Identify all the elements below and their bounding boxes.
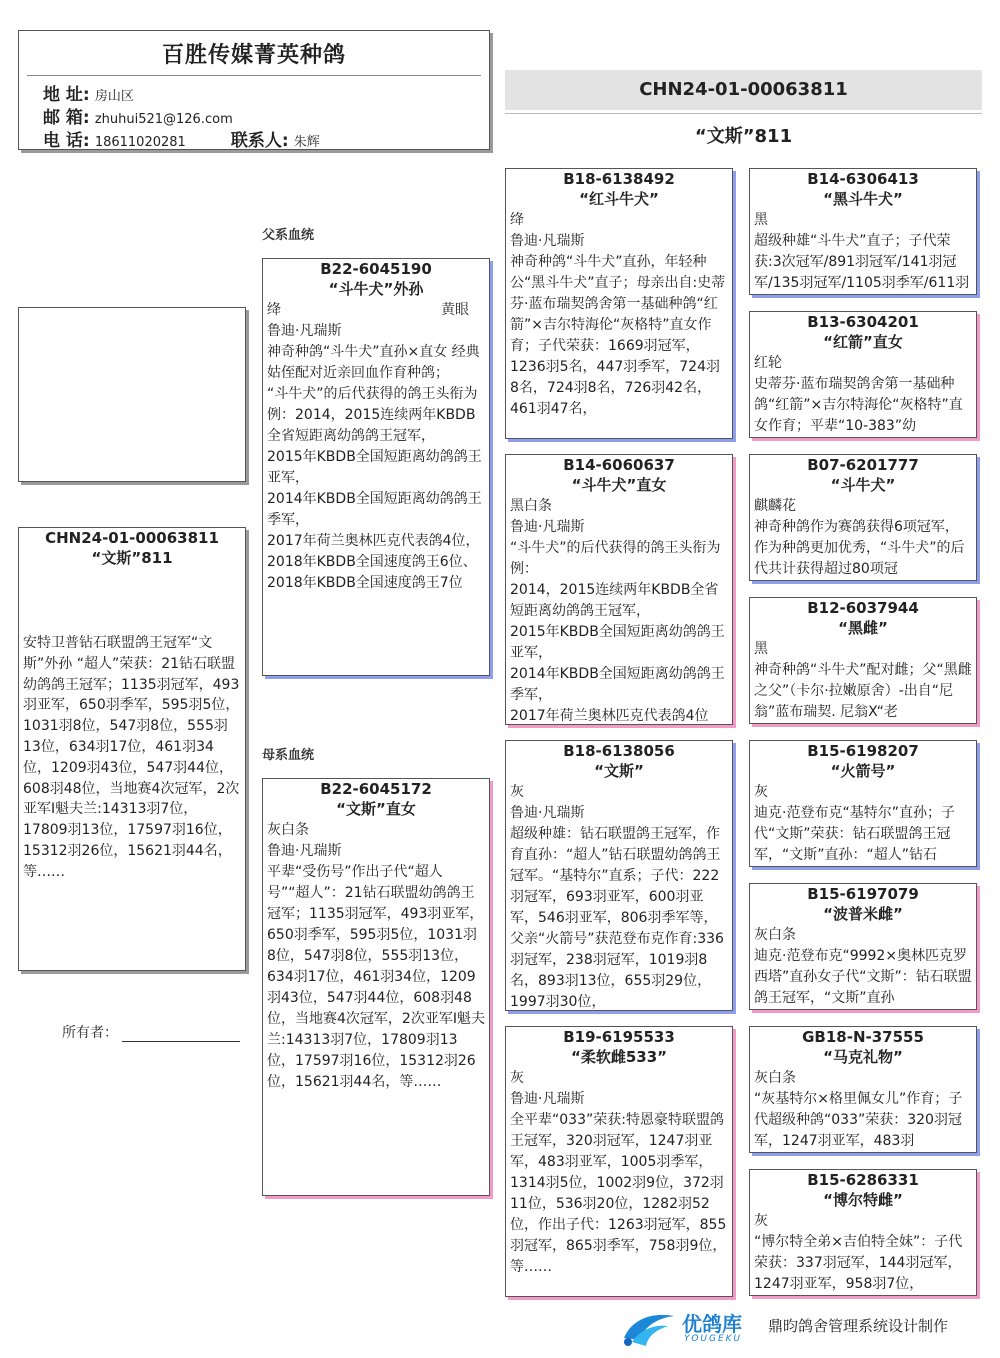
great-desc: 迪克·范登布克“基特尔”直孙；子代“文斯”荣获：钻石联盟鸽王冠军，“文斯”直孙：“超人”钻石 (754, 805, 955, 863)
grand-color: 黑白条 (510, 498, 552, 514)
photo-placeholder (18, 307, 246, 482)
subject-desc: 安特卫普钻石联盟鸽王冠军“文斯”外孙 “超人”荣获：21钻石联盟幼鸽鸽王冠军；1135羽冠军，493羽亚军，650羽季军，595羽5位，1031羽8位，547羽8位，555羽13位，634羽17位，461羽34位，1209羽43位，547羽44位，608羽48位，当地赛4次冠军，2次亚军I魁夫兰:14313羽7位，17809羽13位，17597羽16位，15312羽26位，15621羽44名，等…… (23, 635, 240, 880)
granddam-paternal-card (505, 454, 733, 725)
sire-ring: B22-6045190 (320, 260, 432, 278)
grand-name: “斗牛犬”直女 (571, 476, 667, 494)
address-value: 房山区 (94, 89, 134, 104)
great-name: “斗牛犬” (830, 476, 896, 494)
great-color: 灰白条 (754, 927, 796, 943)
great-grand-card (749, 311, 977, 438)
great-desc: “灰基特尔×格里佩女儿”作育；子代超级种鸽“033”荣获：320羽冠军，1247羽亚军，483羽 (754, 1091, 963, 1149)
great-grand-card (749, 168, 977, 295)
subject-card (18, 527, 246, 971)
great-ring: B07-6201777 (807, 456, 919, 474)
grand-name: “红斗牛犬” (579, 190, 659, 208)
grand-desc: “斗牛犬”的后代获得的鸽王头衔为例： 2014，2015连续两年KBDB全省短距离幼鸽鸽王冠军， 2015年KBDB全国短距离幼鸽鸽王亚军， 2014年KBDB全国短距离幼鸽鸽王季军， 2017年荷兰奥林匹克代表鸽4位 (510, 540, 725, 724)
sire-line-label: 父系血统 (262, 228, 315, 243)
right-header-ring: CHN24-01-00063811 (639, 79, 848, 100)
grand-ring: B18-6138492 (563, 170, 675, 188)
phone-label: 电 话: (43, 131, 90, 150)
great-name: “火箭号” (830, 762, 896, 780)
owner-field (62, 1022, 240, 1042)
great-desc: 史蒂芬·蓝布瑞契鸽舍第一基础种鸽“红箭”×吉尔特海伦“灰格特”直女作育；平辈“10-383”幼 (754, 376, 963, 434)
great-name: “马克礼物” (823, 1048, 903, 1066)
grand-ring: B19-6195533 (563, 1028, 675, 1046)
great-desc: “博尔特全弟×吉伯特全妹”：子代荣获：337羽冠军，144羽冠军，1247羽亚军，958羽7位， (754, 1234, 963, 1292)
grand-desc: 超级种雄：钻石联盟鸽王冠军，作育直孙：“超人”钻石联盟幼鸽鸽王冠军。“基特尔”直系；子代：222羽冠军，693羽亚军，600羽亚军，546羽亚军，806羽季军等，父亲“火箭号”获范登布克作育:336羽冠军，238羽冠军，1019羽8名，893羽13位，655羽29位，1997羽30位， (510, 826, 724, 1010)
grand-ring: B14-6060637 (563, 456, 675, 474)
grand-name: “柔软雌533” (570, 1048, 668, 1066)
grand-name: “文斯” (594, 762, 644, 780)
logo-en: YOUGEKU (684, 1334, 743, 1344)
great-desc: 神奇种鸽作为赛鸽获得6项冠军，作为种鸽更加优秀，“斗牛犬”的后代共计获得超过80项冠 (754, 519, 965, 577)
grand-desc: 神奇种鸽“斗牛犬”直孙，年轻种公“黑斗牛犬”直子；母亲出自:史蒂芬·蓝布瑞契鸽舍第一基础种鸽“红箭”×吉尔特海伦“灰格特”直女作育；子代荣获：1669羽冠军，1236羽5名，447羽季军，724羽8名，724羽8名，726羽42名，461羽47名， (510, 254, 726, 417)
email-value: zhuhui521@126.com (94, 112, 233, 127)
footer-credit: 鼎昀鸽舍管理系统设计制作 (768, 1317, 949, 1335)
great-grand-card (749, 454, 977, 581)
subject-name: “文斯”811 (91, 549, 173, 567)
great-name: “黑雌” (838, 619, 888, 637)
dam-ring: B22-6045172 (320, 780, 432, 798)
grand-color: 灰 (510, 1070, 524, 1086)
address-label: 地 址: (43, 85, 90, 105)
sire-color: 绛 (267, 302, 281, 318)
great-ring: B13-6304201 (807, 313, 919, 331)
right-header (505, 70, 982, 110)
great-grand-card (749, 883, 977, 1010)
dam-color: 灰白条 (267, 822, 309, 838)
grand-breeder: 鲁迪·凡瑞斯 (510, 233, 585, 249)
logo-wave-icon (618, 1308, 680, 1348)
great-grand-card (749, 597, 977, 724)
owner-line (122, 1041, 240, 1042)
great-ring: GB18-N-37555 (802, 1028, 924, 1046)
great-color: 红轮 (754, 355, 782, 371)
great-color: 黑 (754, 212, 768, 228)
great-color: 灰 (754, 784, 768, 800)
great-ring: B14-6306413 (807, 170, 919, 188)
great-ring: B15-6286331 (807, 1171, 919, 1189)
email-label: 邮 箱: (43, 108, 90, 128)
logo-cn: 优鸽库 (682, 1312, 742, 1336)
footer (618, 1306, 988, 1350)
contact-label: 联系人: (230, 131, 289, 150)
grand-breeder: 鲁迪·凡瑞斯 (510, 805, 585, 821)
sire-color-row (263, 300, 489, 321)
owner-label: 所有者： (62, 1025, 118, 1041)
dam-line-label: 母系血统 (262, 748, 315, 763)
sire-breeder: 鲁迪·凡瑞斯 (267, 323, 342, 339)
great-ring: B15-6198207 (807, 742, 919, 760)
great-grand-card (749, 740, 977, 867)
great-desc: 神奇种鸽“斗牛犬”配对雌；父“黑雌之父”（卡尔·拉嫩原舍）-出自“尼翁”蓝布瑞契. 尼翁X“老 (754, 662, 972, 720)
great-grand-card (749, 1169, 977, 1296)
grand-breeder: 鲁迪·凡瑞斯 (510, 519, 585, 535)
great-color: 黑 (754, 641, 768, 657)
sire-name: “斗牛犬”外孙 (328, 280, 424, 298)
great-desc: 迪克·范登布克“9992×奥林匹克罗西塔”直孙女子代“文斯”：钻石联盟鸽王冠军，“文斯”直孙 (754, 948, 972, 1006)
great-ring: B15-6197079 (807, 885, 919, 903)
great-ring: B12-6037944 (807, 599, 919, 617)
phone-value: 18611020281 (94, 135, 186, 150)
page-title: 百胜传媒菁英种鸽 (161, 43, 346, 68)
great-name: “博尔特雌” (823, 1191, 903, 1209)
grand-ring: B18-6138056 (563, 742, 675, 760)
great-name: “红箭”直女 (823, 333, 903, 351)
great-color: 灰白条 (754, 1070, 796, 1086)
great-desc: 超级种雄“斗牛犬”直子；子代荣获:3次冠军/891羽冠军/141羽冠军/135羽冠军/1105羽季军/611羽 (754, 233, 970, 291)
sire-eye: 黄眼 (441, 302, 469, 318)
grand-color: 绛 (510, 212, 524, 228)
great-color: 麒麟花 (754, 498, 796, 514)
dam-name: “文斯”直女 (336, 800, 416, 818)
great-name: “黑斗牛犬” (823, 190, 903, 208)
grandsire-paternal-card (505, 168, 733, 439)
great-color: 灰 (754, 1213, 768, 1229)
great-grand-card (749, 1026, 977, 1153)
dam-card (262, 778, 490, 1196)
grandsire-maternal-card (505, 740, 733, 1011)
sire-desc: 神奇种鸽“斗牛犬”直孙×直女 经典姑侄配对近亲回血作育种鸽； “斗牛犬”的后代获得的鸽王头衔为例：2014，2015连续两年KBDB全省短距离幼鸽鸽王冠军， 2015年KBDB全国短距离幼鸽鸽王亚军， 2014年KBDB全国短距离幼鸽鸽王季军， 2017年荷兰奥林匹克代表鸽4位， 2018年KBDB全国速度鸽王6位、 2018年KBDB全国速度鸽王7位 (267, 344, 482, 591)
grand-desc: 全平辈“033”荣获:特恩豪特联盟鸽王冠军，320羽冠军，1247羽亚军，483羽亚军，1005羽季军，1314羽5位，1002羽9位，372羽11位，536羽20位，1282羽52位，作出子代：1263羽冠军，855羽冠军，865羽季军，758羽9位，等…… (510, 1112, 727, 1275)
contact-info (19, 76, 489, 150)
grand-breeder: 鲁迪·凡瑞斯 (510, 1091, 585, 1107)
sire-card (262, 258, 490, 676)
great-name: “波普米雌” (823, 905, 903, 923)
grand-color: 灰 (510, 784, 524, 800)
subject-ring: CHN24-01-00063811 (45, 529, 219, 547)
right-header-name: “文斯”811 (694, 126, 793, 147)
header-box (18, 30, 490, 150)
dam-breeder: 鲁迪·凡瑞斯 (267, 843, 342, 859)
contact-value: 朱辉 (293, 135, 320, 150)
right-header-rule (505, 113, 982, 114)
dam-desc: 平辈“受伤号”作出子代“超人号”“超人”：21钻石联盟幼鸽鸽王冠军；1135羽冠军，493羽亚军，650羽季军，595羽5位，1031羽8位，547羽8位，555羽13位，634羽17位，461羽34位，1209羽43位，547羽44位，608羽48位，当地赛4次冠军，2次亚军I魁夫兰:14313羽7位，17809羽13位，17597羽16位，15312羽26位，15621羽44名，等…… (267, 864, 485, 1090)
granddam-maternal-card (505, 1026, 733, 1297)
